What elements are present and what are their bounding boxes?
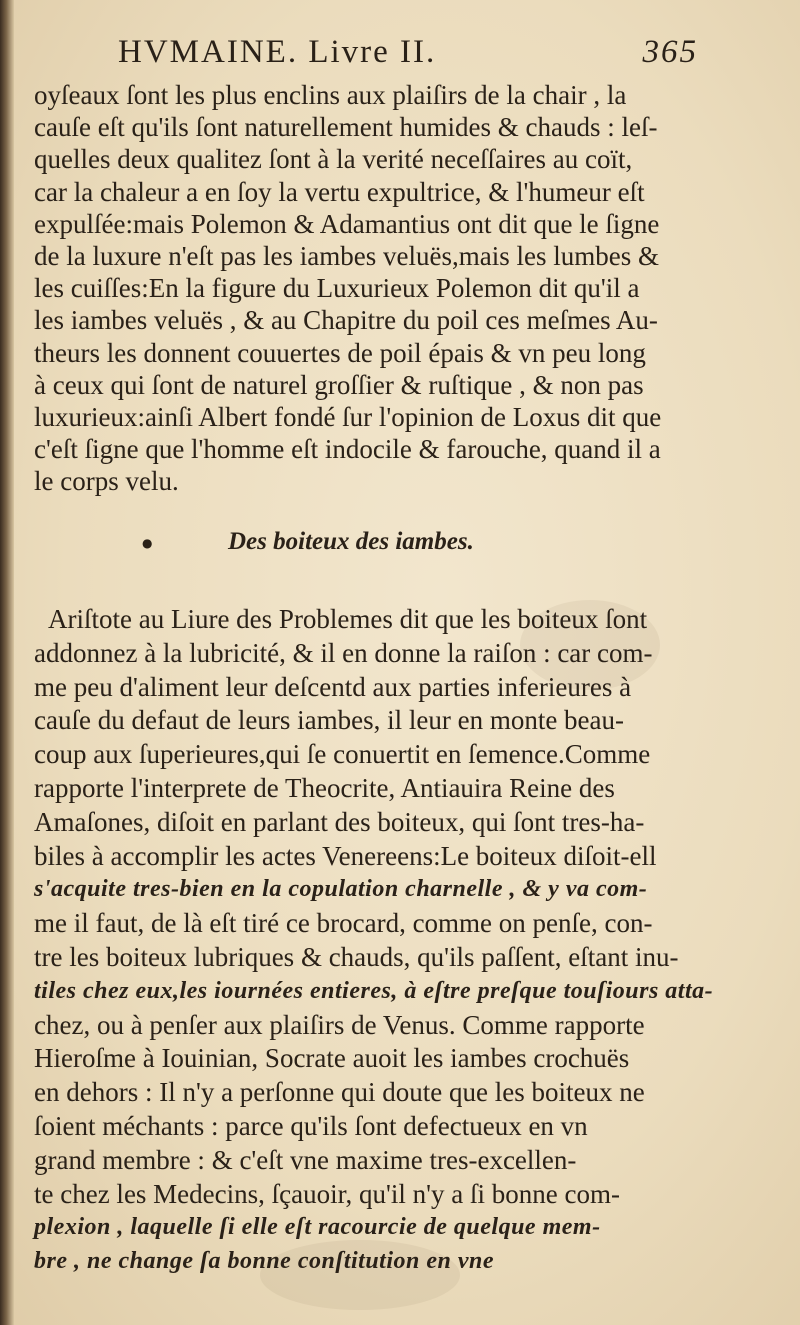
text-line: me il faut, de là eſt tiré ce brocard, comme on penſe, con- — [34, 908, 653, 939]
text-line: biles à accomplir les actes Venereens:Le boiteux diſoit-ell — [34, 840, 657, 871]
text-line: le corps velu. — [34, 466, 179, 497]
text-line: plexion , laquelle ſi elle eſt racourcie de quelque mem- — [34, 1214, 601, 1241]
text-line: les iambes veluës , & au Chapitre du poil ces meſmes Au- — [34, 305, 658, 336]
text-line: en dehors : Il n'y a perſonne qui doute que les boiteux ne — [34, 1077, 645, 1108]
text-line: me peu d'aliment leur deſcentd aux parties inferieures à — [34, 671, 632, 702]
text-line: s'acquite tres-bien en la copulation charnelle , & y va com- — [34, 876, 648, 903]
text-line: chez, ou à penſer aux plaiſirs de Venus. Comme rapporte — [34, 1009, 645, 1040]
text-line: à ceux qui ſont de naturel groſſier & ruſtique , & non pas — [34, 369, 644, 400]
text-line: luxurieux:ainſi Albert fondé ſur l'opinion de Loxus dit que — [34, 402, 662, 432]
bullet-mark: ● — [142, 536, 153, 550]
running-header — [118, 34, 698, 84]
text-line: grand membre : & c'eſt vne maxime tres-excellen- — [34, 1144, 577, 1175]
text-line: cauſe du defaut de leurs iambes, il leur en monte beau- — [34, 705, 625, 736]
text-line: c'eſt ſigne que l'homme eſt indocile & farouche, quand il a — [34, 434, 661, 465]
text-line: les cuiſſes:En la figure du Luxurieux Polemon dit qu'il a — [34, 273, 640, 304]
binding-gutter — [0, 0, 14, 1325]
text-line: cauſe eſt qu'ils ſont naturellement humides & chauds : leſ- — [34, 112, 658, 143]
text-line: theurs les donnent couuertes de poil épais & vn peu long — [34, 337, 646, 368]
text-line: quelles deux qualitez ſont à la verité neceſſaires au coït, — [34, 144, 633, 175]
text-line: addonnez à la lubricité, & il en donne la raiſon : car com- — [34, 637, 653, 668]
text-line: Amaſones, diſoit en parlant des boiteux, qui ſont tres-ha- — [34, 806, 645, 837]
text-line: coup aux ſuperieures,qui ſe conuertit en ſemence.Comme — [34, 739, 651, 770]
text-line: de la luxure n'eſt pas les iambes veluës,mais les lumbes & — [34, 241, 659, 271]
text-line: oyſeaux ſont les plus enclins aux plaiſirs de la chair , la — [34, 80, 627, 110]
text-line: bre , ne change ſa bonne conſtitution en vne — [34, 1248, 495, 1275]
running-title: HVMAINE. Livre II. — [118, 34, 437, 70]
text-line: car la chaleur a en ſoy la vertu expultrice, & l'humeur eſt — [34, 176, 645, 207]
text-line: expulſée:mais Polemon & Adamantius ont dit que le ſigne — [34, 208, 660, 239]
text-line: tre les boiteux lubriques & chauds, qu'ils paſſent, eſtant inu- — [34, 942, 679, 972]
text-line: tiles chez eux,les iournées entieres, à eſtre preſque touſiours atta- — [34, 977, 714, 1004]
text-line: Hieroſme à Iouinian, Socrate auoit les iambes crochuës — [34, 1043, 630, 1074]
text-line: ſoient méchants : parce qu'ils ſont defectueux en vn — [34, 1111, 588, 1141]
text-line: te chez les Medecins, ſçauoir, qu'il n'y a ſi bonne com- — [34, 1178, 620, 1209]
text-line: Ariſtote au Liure des Problemes dit que les boiteux ſont — [48, 604, 648, 634]
page-number: 365 — [642, 34, 698, 70]
section-heading: Des boiteux des iambes. — [228, 528, 474, 555]
text-line: rapporte l'interprete de Theocrite, Antiauira Reine des — [34, 773, 615, 803]
